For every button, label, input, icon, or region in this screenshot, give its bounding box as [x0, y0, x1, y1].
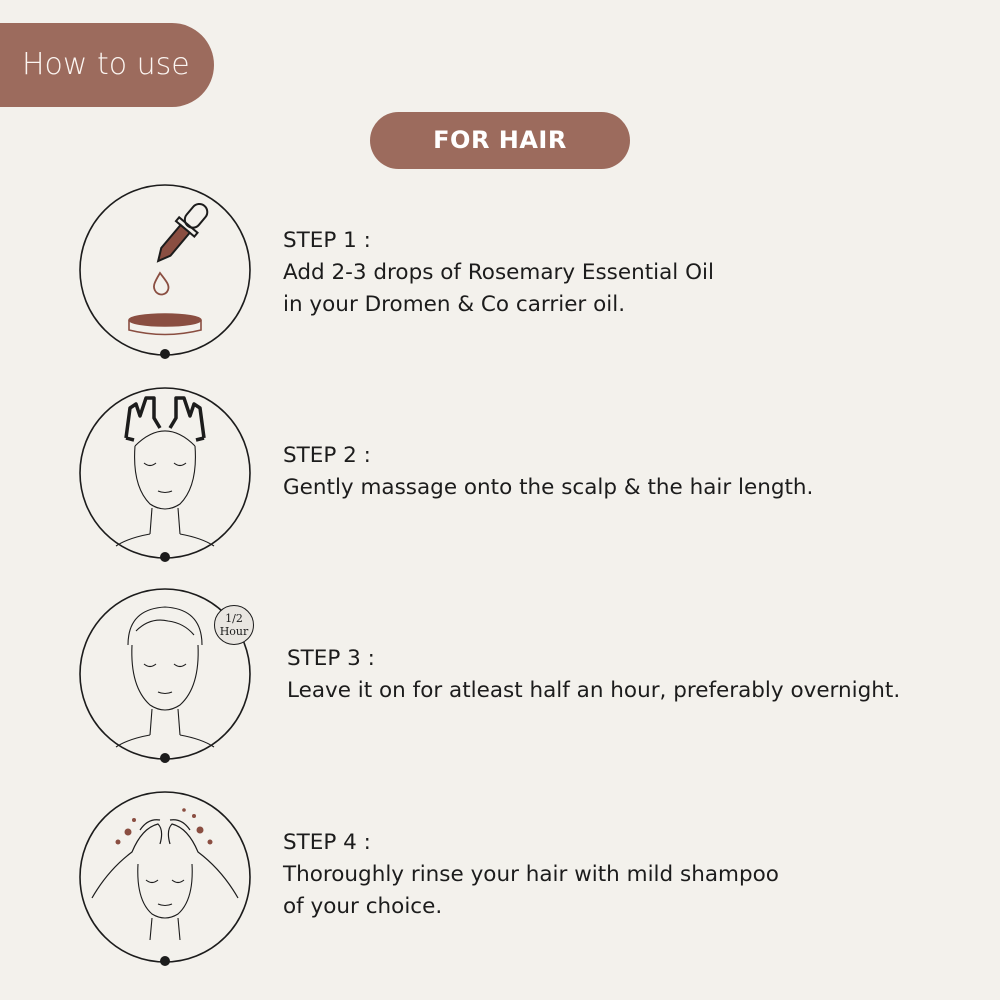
for-hair-label: FOR HAIR	[370, 112, 630, 169]
step-4-illustration	[78, 790, 252, 964]
how-to-use-tab: How to use	[0, 23, 214, 107]
step-1-line-2: in your Dromen & Co carrier oil.	[283, 292, 626, 317]
dropper-icon	[78, 183, 252, 357]
step-3-title: STEP 3 :	[287, 646, 375, 671]
step-4-text	[283, 827, 779, 923]
badge-unit: Hour	[219, 625, 249, 638]
step-3-line-1: Leave it on for atleast half an hour, preferably overnight.	[287, 678, 901, 703]
step-2-text	[283, 440, 813, 504]
step-3-text	[287, 643, 900, 707]
badge-fraction: 1/2	[225, 612, 243, 625]
step-1-line-1: Add 2-3 drops of Rosemary Essential Oil	[283, 260, 714, 285]
step-2-title: STEP 2 :	[283, 443, 371, 468]
step-1-text	[283, 225, 714, 321]
step-4-line-2: of your choice.	[283, 894, 443, 919]
massage-icon	[78, 386, 252, 560]
half-hour-badge	[214, 605, 254, 645]
step-2-illustration	[78, 386, 252, 560]
step-4-line-1: Thoroughly rinse your hair with mild shampoo	[283, 862, 779, 887]
step-1-illustration	[78, 183, 252, 357]
step-2-line-1: Gently massage onto the scalp & the hair length.	[283, 475, 814, 500]
rinse-icon	[78, 790, 252, 964]
step-1-title: STEP 1 :	[283, 228, 371, 253]
step-4-title: STEP 4 :	[283, 830, 371, 855]
